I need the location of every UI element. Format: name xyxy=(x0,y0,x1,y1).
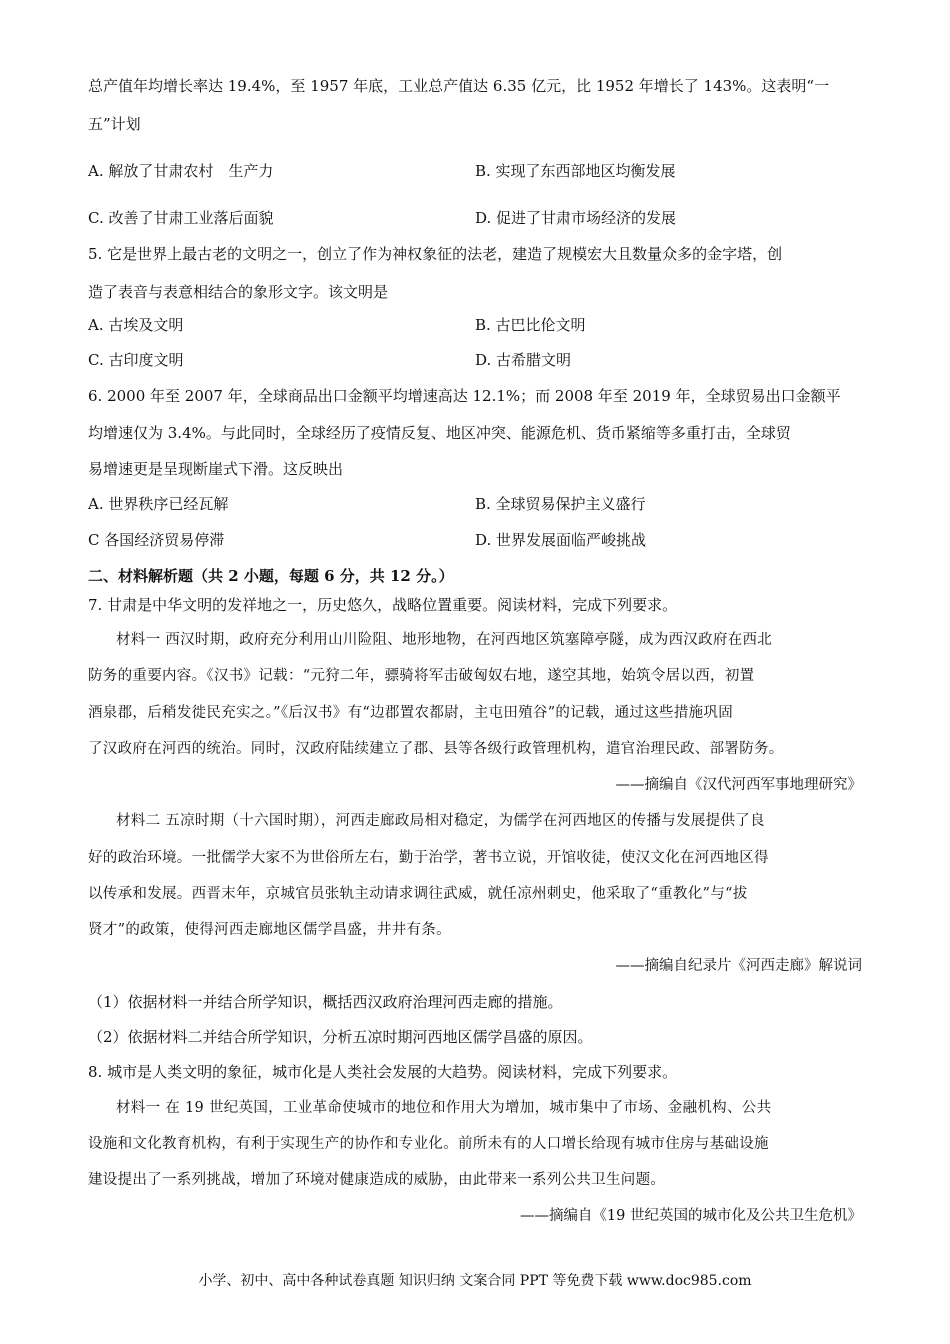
page-footer: 小学、初中、高中各种试卷真题 知识归纳 文案合同 PPT 等免费下载 www.doc985.com xyxy=(198,1273,752,1289)
section-heading: 二、材料解析题（共 2 小题，每题 6 分，共 12 分。） xyxy=(88,567,454,585)
q8-material-1-line-2: 设施和文化教育机构，有利于实现生产的协作和专业化。前所未有的人口增长给现有城市住房与基础设施 xyxy=(88,1136,769,1152)
q6-stem-line-3: 易增速更是呈现断崖式下滑。这反映出 xyxy=(88,460,344,478)
q4-stem-line-1: 总产值年均增长率达 19.4%，至 1957 年底，工业总产值达 6.35 亿元，比 1952 年增长了 143%。这表明“一 xyxy=(88,77,830,95)
q5-option-b: B. 古巴比伦文明 xyxy=(475,316,586,334)
q7-material-1-source: ——摘编自《汉代河西军事地理研究》 xyxy=(615,777,862,793)
q7-material-1-line-4: 了汉政府在河西的统治。同时，汉政府陆续建立了郡、县等各级行政管理机构，遣官治理民政、部署防务。 xyxy=(88,741,784,757)
q6-option-a: A. 世界秩序已经瓦解 xyxy=(88,495,229,513)
q7-material-2-source: ——摘编自纪录片《河西走廊》解说词 xyxy=(615,958,862,974)
q8-material-1-line-3: 建设提出了一系列挑战，增加了环境对健康造成的威胁，由此带来一系列公共卫生问题。 xyxy=(88,1172,666,1188)
q4-option-b: B. 实现了东西部地区均衡发展 xyxy=(475,162,676,180)
q6-option-d: D. 世界发展面临严峻挑战 xyxy=(475,531,647,549)
q8-stem: 8. 城市是人类文明的象征，城市化是人类社会发展的大趋势。阅读材料，完成下列要求。 xyxy=(88,1063,678,1081)
q4-option-d: D. 促进了甘肃市场经济的发展 xyxy=(475,209,677,227)
q8-material-1-source: ——摘编自《19 世纪英国的城市化及公共卫生危机》 xyxy=(519,1208,862,1224)
q4-option-a: A. 解放了甘肃农村 生产力 xyxy=(88,162,274,180)
q6-stem-line-1: 6. 2000 年至 2007 年，全球商品出口金额平均增速高达 12.1%；而 2008 年至 2019 年，全球贸易出口金额平 xyxy=(88,387,841,405)
q7-material-2-line-1: 材料二 五凉时期（十六国时期），河西走廊政局相对稳定，为儒学在河西地区的传播与发展提供了良 xyxy=(116,813,765,829)
q7-material-1-line-1: 材料一 西汉时期，政府充分利用山川险阻、地形地物，在河西地区筑塞障亭隧，成为西汉政府在西北 xyxy=(116,632,773,648)
q7-subquestion-2: （2）依据材料二并结合所学知识，分析五凉时期河西地区儒学昌盛的原因。 xyxy=(88,1028,593,1046)
q5-stem-line-2: 造了表音与表意相结合的象形文字。该文明是 xyxy=(88,283,389,301)
q7-stem: 7. 甘肃是中华文明的发祥地之一，历史悠久，战略位置重要。阅读材料，完成下列要求。 xyxy=(88,596,678,614)
q7-material-2-line-2: 好的政治环境。一批儒学大家不为世俗所左右，勤于治学，著书立说，开馆收徒，使汉文化在河西地区得 xyxy=(88,850,769,866)
q7-material-1-line-2: 防务的重要内容。《汉书》记载：“元狩二年，骠骑将军击破匈奴右地，遂空其地，始筑令居以西，初置 xyxy=(88,668,755,684)
q8-material-1-line-1: 材料一 在 19 世纪英国，工业革命使城市的地位和作用大为增加，城市集中了市场、金融机构、公共 xyxy=(116,1100,772,1116)
q6-option-b: B. 全球贸易保护主义盛行 xyxy=(475,495,646,513)
q7-subquestion-1: （1）依据材料一并结合所学知识，概括西汉政府治理河西走廊的措施。 xyxy=(88,993,563,1011)
q7-material-1-line-3: 酒泉郡，后稍发徙民充实之。”《后汉书》有“边郡置农都尉，主屯田殖谷”的记载，通过这些措施巩固 xyxy=(88,705,734,721)
q5-option-c: C. 古印度文明 xyxy=(88,351,184,369)
q4-stem-line-2: 五”计划 xyxy=(88,115,141,133)
q5-stem-line-1: 5. 它是世界上最古老的文明之一，创立了作为神权象征的法老，建造了规模宏大且数量众多的金字塔，创 xyxy=(88,245,783,263)
q5-option-a: A. 古埃及文明 xyxy=(88,316,184,334)
q7-material-2-line-3: 以传承和发展。西晋末年，京城官员张轨主动请求调往武威，就任凉州刺史，他采取了“重教化”与“拔 xyxy=(88,886,748,902)
q4-option-c: C. 改善了甘肃工业落后面貌 xyxy=(88,209,274,227)
q5-option-d: D. 古希腊文明 xyxy=(475,351,572,369)
q6-stem-line-2: 均增速仅为 3.4%。与此同时，全球经历了疫情反复、地区冲突、能源危机、货币紧缩等多重打击，全球贸 xyxy=(88,424,791,442)
q7-material-2-line-4: 贤才”的政策，使得河西走廊地区儒学昌盛，井井有条。 xyxy=(88,922,451,938)
q6-option-c: C 各国经济贸易停滞 xyxy=(88,531,225,549)
